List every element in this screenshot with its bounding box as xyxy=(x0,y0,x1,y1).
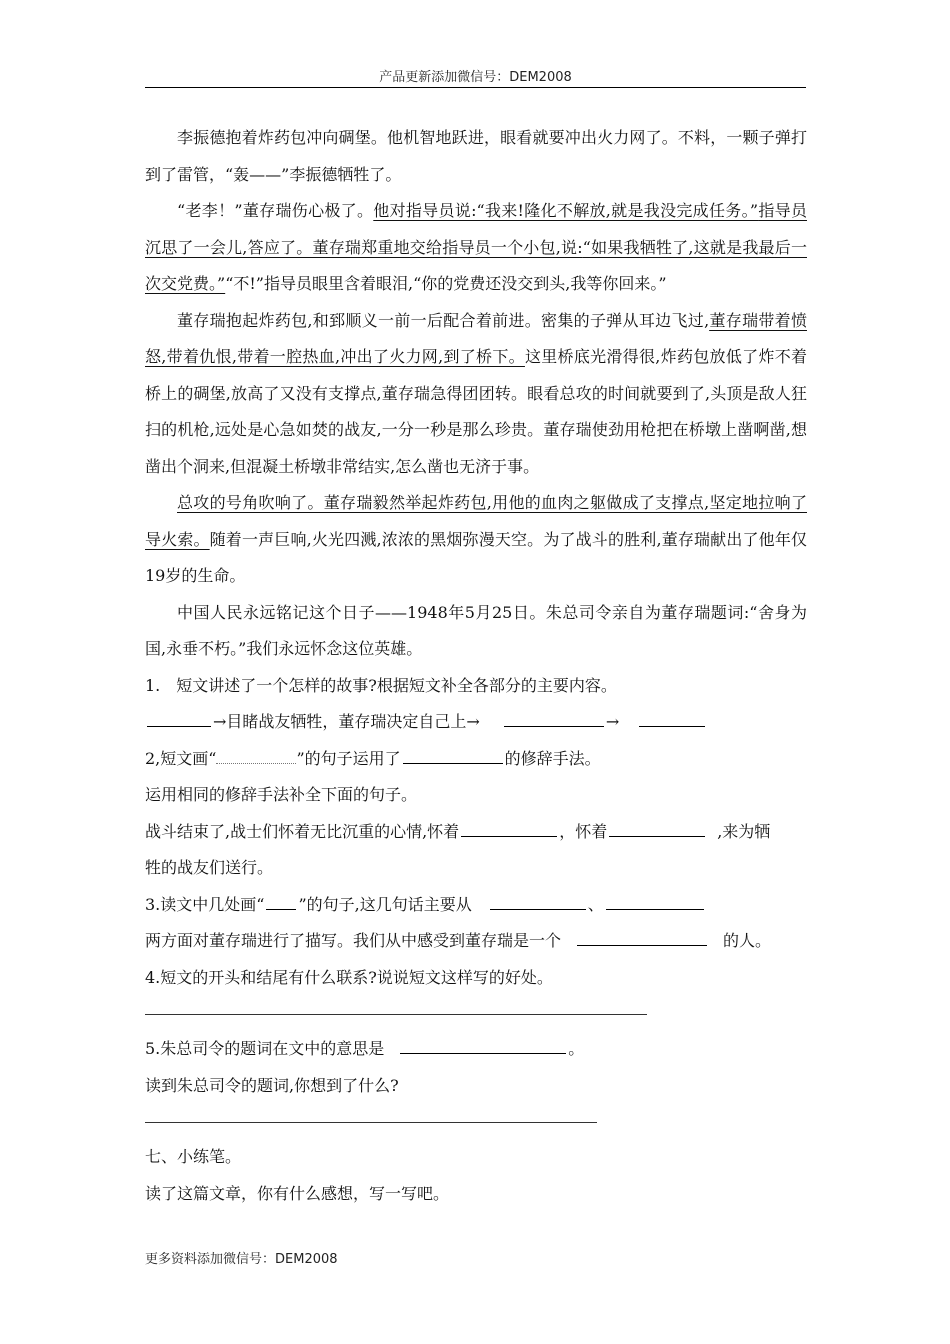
question-5-answer-line[interactable] xyxy=(145,1104,597,1123)
story-text: 这里桥底光滑得很,炸药包放低了炸不着桥上的碉堡,放高了又没有支撑点,董存瑞急得团团转。眼看总攻的时间就要到了,头顶是敌人狂扫的机枪,远处是心急如焚的战友,一分一秒是那么珍贵。董存瑞使劲用枪把在桥墩上凿啊凿,想凿出个洞来,但混凝土桥墩非常结实,怎么凿也无济于事。 xyxy=(145,347,807,476)
answer-blank[interactable] xyxy=(147,725,211,727)
page-header: 产品更新添加微信号：DEM2008 xyxy=(379,70,572,85)
story-paragraph-1: 李振德抱着炸药包冲向碉堡。他机智地跃进，眼看就要冲出火力网了。不料，一颗子弹打到了雷管，“轰——”李振德牺牲了。 xyxy=(145,128,807,184)
wavy-line-sample xyxy=(216,749,296,764)
answer-blank[interactable] xyxy=(504,725,604,727)
story-paragraph-4 xyxy=(145,485,807,595)
answer-blank[interactable] xyxy=(490,908,586,910)
question-2-line-4: 牲的战友们送行。 xyxy=(145,858,274,877)
question-1: 1. 短文讲述了一个怎样的故事?根据短文补全各部分的主要内容。 xyxy=(145,675,617,695)
underlined-sentence: “如果我牺牲了,这就是我最后一次交党费。” xyxy=(145,237,807,293)
underlined-sentence: 董存瑞带着愤怒,带着仇恨,带着一腔热血,冲出了火力网,到了桥下。 xyxy=(145,310,807,366)
question-4: 4.短文的开头和结尾有什么联系?说说短文这样写的好处。 xyxy=(145,967,553,987)
question-3 xyxy=(145,887,807,924)
section-7-prompt: 读了这篇文章，你有什么感想，写一写吧。 xyxy=(145,1183,450,1203)
story-paragraph-3 xyxy=(145,303,807,486)
document-body xyxy=(145,120,807,1212)
question-text: 5.朱总司令的题词在文中的意思是 xyxy=(145,1039,385,1058)
question-1-answer-row xyxy=(145,704,807,741)
story-paragraph-5: 中国人民永远铭记这个日子——1948年5月25日。朱总司令亲自为董存瑞题词:“舍身为国,永垂不朽。”我们永远怀念这位英雄。 xyxy=(145,602,807,658)
question-text: ,来为牺 xyxy=(717,821,771,841)
question-2 xyxy=(145,741,807,778)
underline-sample xyxy=(266,908,296,910)
question-5-line-2: 读到朱总司令的题词,你想到了什么? xyxy=(145,1075,399,1095)
answer-blank[interactable] xyxy=(577,944,707,946)
question-4-answer-line[interactable] xyxy=(145,996,647,1015)
answer-blank[interactable] xyxy=(400,1052,566,1054)
story-text: 董存瑞抱起炸药包,和郅顺义一前一后配合着前进。密集的子弹从耳边飞过, xyxy=(177,310,710,330)
question-text: ”的句子运用了 xyxy=(296,748,401,768)
answer-blank[interactable] xyxy=(403,762,503,764)
story-text: “老李！”董存瑞伤心极了。 xyxy=(177,201,374,220)
underlined-sentence: 指导员沉思了一会儿,答应了。董存瑞郑重地交给指导员一个小包,说: xyxy=(145,201,807,257)
answer-blank[interactable] xyxy=(609,835,705,837)
question-text: 3.读文中几处画“ xyxy=(145,894,265,914)
answer-blank[interactable] xyxy=(639,725,705,727)
story-paragraph-2 xyxy=(145,193,807,303)
story-text: 随着一声巨响,火光四溅,浓浓的黑烟弥漫天空。为了战斗的胜利,董存瑞献出了他年仅19岁的生命。 xyxy=(145,529,807,585)
underlined-sentence: 总攻的号角吹响了。董存瑞毅然举起炸药包,用他的血肉之躯做成了支撑点,坚定地拉响了导火索。 xyxy=(145,493,807,549)
question-text: →目睹战友牺牲，董存瑞决定自己上→ xyxy=(213,712,480,731)
story-text: “不!”指导员眼里含着眼泪,“你的党费还没交到头,我等你回来。” xyxy=(225,274,667,293)
question-2-line-3 xyxy=(145,814,807,851)
question-text: 、 xyxy=(587,894,604,914)
question-text: 2,短文画“ xyxy=(145,748,217,768)
answer-blank[interactable] xyxy=(606,908,704,910)
question-2-line-2: 运用相同的修辞手法补全下面的句子。 xyxy=(145,785,418,804)
page-footer: 更多资料添加微信号：DEM2008 xyxy=(145,1252,338,1267)
question-text: 两方面对董存瑞进行了描写。我们从中感受到董存瑞是一个 xyxy=(145,931,562,950)
question-text: ”的句子,这几句话主要从 xyxy=(298,894,472,914)
question-3-line-2 xyxy=(145,923,807,960)
underlined-sentence: 他对指导员说:“我来!隆化不解放,就是我没完成任务。” xyxy=(373,201,759,220)
question-text: 的人。 xyxy=(723,931,772,950)
header-rule xyxy=(145,87,806,88)
answer-blank[interactable] xyxy=(461,835,557,837)
question-text: 。 xyxy=(568,1039,585,1058)
question-text: 战斗结束了,战士们怀着无比沉重的心情,怀着 xyxy=(145,821,460,841)
arrow-icon: → xyxy=(605,712,620,731)
section-7-title: 七、小练笔。 xyxy=(145,1147,242,1166)
question-text: 的修辞手法。 xyxy=(504,748,601,768)
question-text: ，怀着 xyxy=(559,821,608,841)
question-5 xyxy=(145,1031,807,1068)
